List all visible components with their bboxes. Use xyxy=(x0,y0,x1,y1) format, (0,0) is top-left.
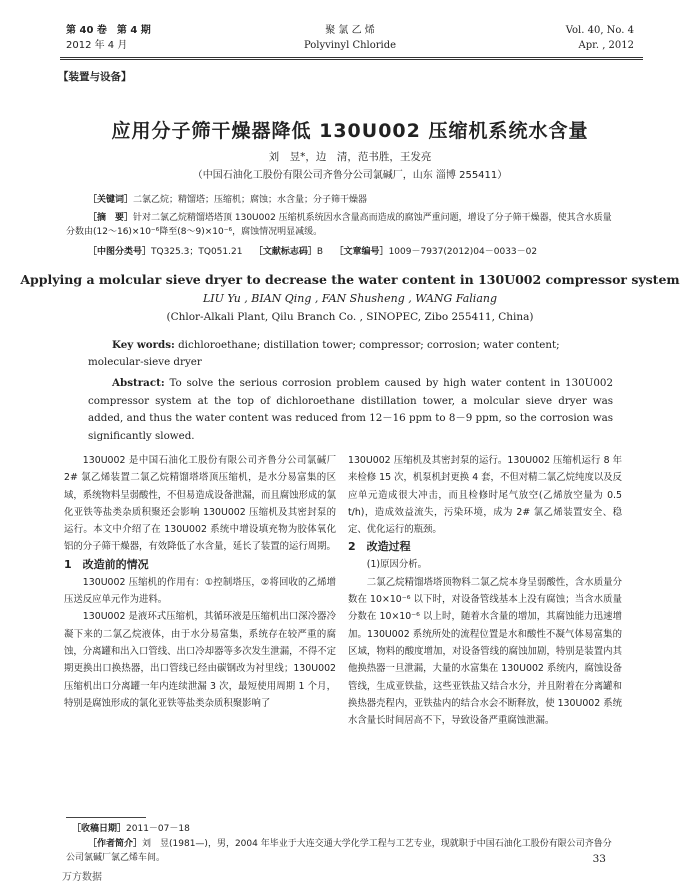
title-en: Applying a molcular sieve dryer to decrease the water content in 130U002 compressor system xyxy=(20,272,680,287)
keywords-zh xyxy=(88,193,608,207)
keywords-zh-label: ［关键词］ xyxy=(88,195,134,205)
header-volume: 第 40 卷 第 4 期 xyxy=(66,25,151,36)
watermark: 万方数据 xyxy=(62,872,102,883)
doc-code-label: ［文献标志码］ xyxy=(253,247,317,257)
section-tag: 【装置与设备】 xyxy=(58,71,132,83)
section-1-paragraph-2: 130U002 是液环式压缩机，其循环液是压缩机出口深冷器冷凝下来的二氯乙烷液体，由于水分易富集，系统存在较严重的腐蚀，分离罐和出入口管线、出口冷却器等多次发生泄漏，不得不定期更换出口换热器，出口管线已经由碳钢改为衬里线；130U002 压缩机出口分离罐一年内连续泄漏 3 次，最短使用周期 1 个月，特别是腐蚀形成的氯化亚铁等盐类杂质积聚影响了 xyxy=(64,611,336,709)
authors-zh: 刘 昱*，边 清，范书胜，王发亮 xyxy=(268,151,432,163)
header-journal-zh: 聚 氯 乙 烯 xyxy=(325,25,375,36)
header-journal-en: Polyvinyl Chloride xyxy=(303,40,397,51)
abstract-en-label: Abstract: xyxy=(112,377,165,389)
footnote-author xyxy=(66,837,618,865)
abstract-en xyxy=(88,375,613,445)
received-label: ［收稿日期］ xyxy=(72,824,127,834)
received-value: 2011－07－18 xyxy=(126,824,190,834)
header-date: 2012 年 4 月 xyxy=(66,40,128,51)
body-right-column xyxy=(348,452,622,729)
footnote-rule xyxy=(66,817,146,818)
section-2-subheading: (1)原因分析。 xyxy=(366,559,427,571)
header-volume-en: Vol. 40, No. 4 xyxy=(565,25,634,36)
section-2-heading: 2 改造过程 xyxy=(348,540,411,554)
article-no-value: 1009－7937(2012)04－0033－02 xyxy=(388,247,538,257)
authors-en: LIU Yu , BIAN Qing , FAN Shusheng , WANG Faliang xyxy=(202,292,498,305)
clc-label: ［中图分类号］ xyxy=(88,247,152,257)
header-rule xyxy=(60,57,643,58)
keywords-zh-text: 二氯乙烷；精馏塔；压缩机；腐蚀；水含量；分子筛干燥器 xyxy=(133,195,368,205)
abstract-en-text: To solve the serious corrosion problem caused by high water content in 130U002 compressor system at the top of dichloroethane distillation tower, a molcular sieve dryer was added, and thus the water content was reduced from 12－16 ppm to 8－9 ppm, so the corrosion was significantly slowed. xyxy=(88,377,613,442)
author-bio-text: 刘 昱(1981—)，男，2004 年毕业于大连交通大学化学工程与工艺专业，现就职于中国石油化工股份有限公司齐鲁分公司氯碱厂氯乙烯车间。 xyxy=(66,839,612,863)
section-2-paragraph-1: 二氯乙烷精馏塔塔顶物料二氯乙烷本身呈弱酸性，含水质量分数在 10×10⁻⁶ 以下时，对设备管线基本上没有腐蚀；当含水质量分数在 10×10⁻⁶ 以上时，随着水含量的增加，其腐蚀能力迅速增加。130U002 系统所处的流程位置是水和酸性不凝气体易富集的区域，物料的酸度增加，对设备管线的腐蚀加剧，特别是装置内其他换热器一旦泄漏，大量的水富集在 130U002 系统内，腐蚀设备管线，生成亚铁盐，这些亚铁盐又结合水分，并且附着在分离罐和换热器壳程内，亚铁盐内的结合水会不断释放，使 130U002 系统水含量长时间居高不下，导致设备严重腐蚀泄漏。 xyxy=(348,576,622,727)
footnote-received xyxy=(72,822,190,836)
author-bio-label: ［作者简介］ xyxy=(88,839,143,849)
abstract-zh xyxy=(66,211,616,239)
doc-code-value: B xyxy=(316,247,324,257)
keywords-en-text: dichloroethane; distillation tower; compressor; corrosion; water content; molecular-sieve dryer xyxy=(88,339,560,368)
title-zh: 应用分子筛干燥器降低 130U002 压缩机系统水含量 xyxy=(111,120,589,142)
keywords-en-label: Key words: xyxy=(112,339,175,351)
clc-value: TQ325.3；TQ051.21 xyxy=(151,247,243,257)
section-1-paragraph-1: 130U002 压缩机的作用有：①控制塔压，②将回收的乙烯增压送反应单元作为进料。 xyxy=(64,576,336,606)
intro-paragraph: 130U002 是中国石油化工股份有限公司齐鲁分公司氯碱厂 2# 氯乙烯装置二氯乙烷精馏塔塔顶压缩机，是水分易富集的区域，系统物料呈弱酸性，不但易造成设备泄漏，而且腐蚀形成的氯化亚铁等盐类杂质积聚还会影响 130U002 压缩机及其密封泵的运行。本文中介绍了在 130U002 系统中增设填充物为胶体氧化铝的分子筛干燥器，有效降低了水含量，延长了装置的运行周期。 xyxy=(64,455,336,553)
header-rule-2 xyxy=(60,59,643,60)
classification-line xyxy=(88,245,628,259)
affiliation-en: (Chlor-Alkali Plant, Qilu Branch Co. , SINOPEC, Zibo 255411, China) xyxy=(166,311,534,323)
header-date-en: Apr. , 2012 xyxy=(578,40,634,51)
section-1-paragraph-2-cont: 130U002 压缩机及其密封泵的运行。130U002 压缩机运行 8 年来检修 15 次，机泵机封更换 4 套，不但对精二氯乙烷纯度以及反应单元造成很大冲击，而且检修时尾气放空(乙烯放空量为 0.5 t/h)，造成效益流失，污染环境，成为 2# 氯乙烯装置安全、稳定、优化运行的瓶颈。 xyxy=(348,455,622,536)
abstract-zh-text: 针对二氯乙烷精馏塔塔顶 130U002 压缩机系统因水含量高而造成的腐蚀严重问题，增设了分子筛干燥器，使其含水质量分数由(12～16)×10⁻⁶降至(8～9)×10⁻⁶，腐蚀情况明显减缓。 xyxy=(66,213,612,237)
abstract-zh-label: ［摘 要］ xyxy=(88,213,134,223)
section-1-heading: 1 改造前的情况 xyxy=(64,557,149,571)
article-no-label: ［文章编号］ xyxy=(334,247,389,257)
keywords-en xyxy=(88,337,613,371)
body-left-column xyxy=(64,452,336,712)
affiliation-zh: （中国石油化工股份有限公司齐鲁分公司氯碱厂，山东 淄博 255411） xyxy=(192,170,508,181)
page-number: 33 xyxy=(592,853,606,865)
